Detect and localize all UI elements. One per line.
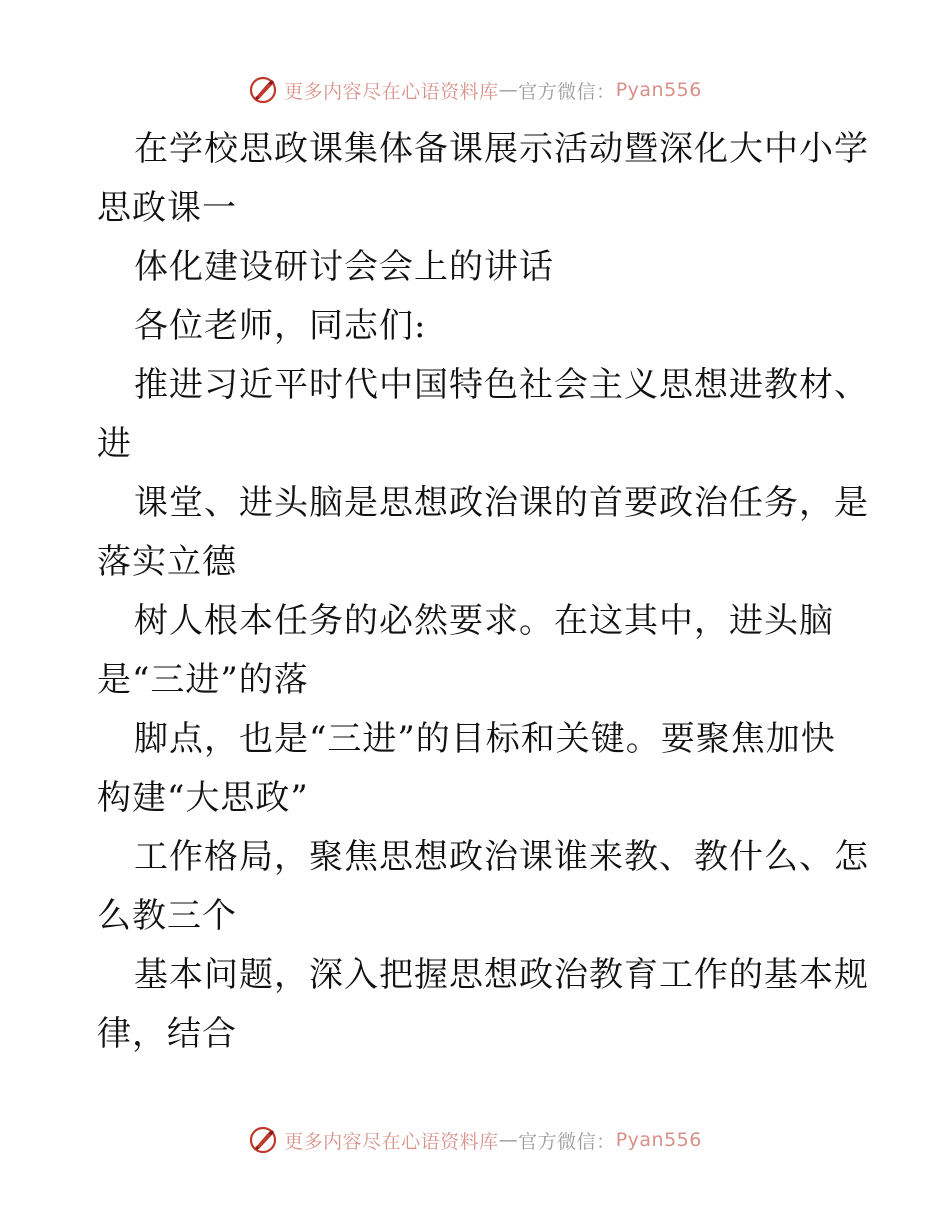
text-line: 是“三进”的落 bbox=[97, 660, 309, 700]
text-line: 树人根本任务的必然要求。在这其中，进头脑 bbox=[134, 601, 834, 641]
text-line: 推进习近平时代中国特色社会主义思想进教材、 bbox=[134, 365, 869, 405]
header-watermark bbox=[0, 70, 950, 110]
watermark-label: 官方微信： bbox=[518, 80, 616, 103]
text-line: 进 bbox=[97, 424, 132, 464]
text-line: 思政课一 bbox=[97, 188, 237, 228]
text-line: 在学校思政课集体备课展示活动暨深化大中小学 bbox=[134, 129, 869, 169]
text-line: 工作格局，聚焦思想政治课谁来教、教什么、怎 bbox=[134, 837, 869, 877]
watermark-wechat-id: Pyan556 bbox=[615, 79, 702, 101]
text-line: 基本问题，深入把握思想政治教育工作的基本规 bbox=[134, 955, 869, 995]
watermark-text: 更多内容尽在心语资料库 bbox=[284, 80, 499, 103]
watermark-wechat-id: Pyan556 bbox=[615, 1129, 702, 1151]
text-line: 么教三个 bbox=[97, 896, 237, 936]
text-line: 落实立德 bbox=[97, 542, 237, 582]
watermark-label: 官方微信： bbox=[518, 1130, 616, 1153]
watermark-separator: — bbox=[498, 1129, 519, 1151]
text-line: 体化建设研讨会会上的讲话 bbox=[134, 247, 554, 287]
text-line: 律，结合 bbox=[97, 1014, 237, 1054]
footer-watermark bbox=[0, 1120, 950, 1160]
text-line: 构建“大思政” bbox=[97, 778, 309, 818]
salutation: 各位老师，同志们: bbox=[134, 306, 427, 346]
document-body bbox=[97, 120, 869, 1064]
pen-logo-icon bbox=[248, 1125, 278, 1155]
text-line: 脚点，也是“三进”的目标和关键。要聚焦加快 bbox=[134, 719, 836, 759]
watermark-separator: — bbox=[498, 79, 519, 101]
text-line: 课堂、进头脑是思想政治课的首要政治任务，是 bbox=[134, 483, 869, 523]
pen-logo-icon bbox=[248, 75, 278, 105]
watermark-text: 更多内容尽在心语资料库 bbox=[284, 1130, 499, 1153]
